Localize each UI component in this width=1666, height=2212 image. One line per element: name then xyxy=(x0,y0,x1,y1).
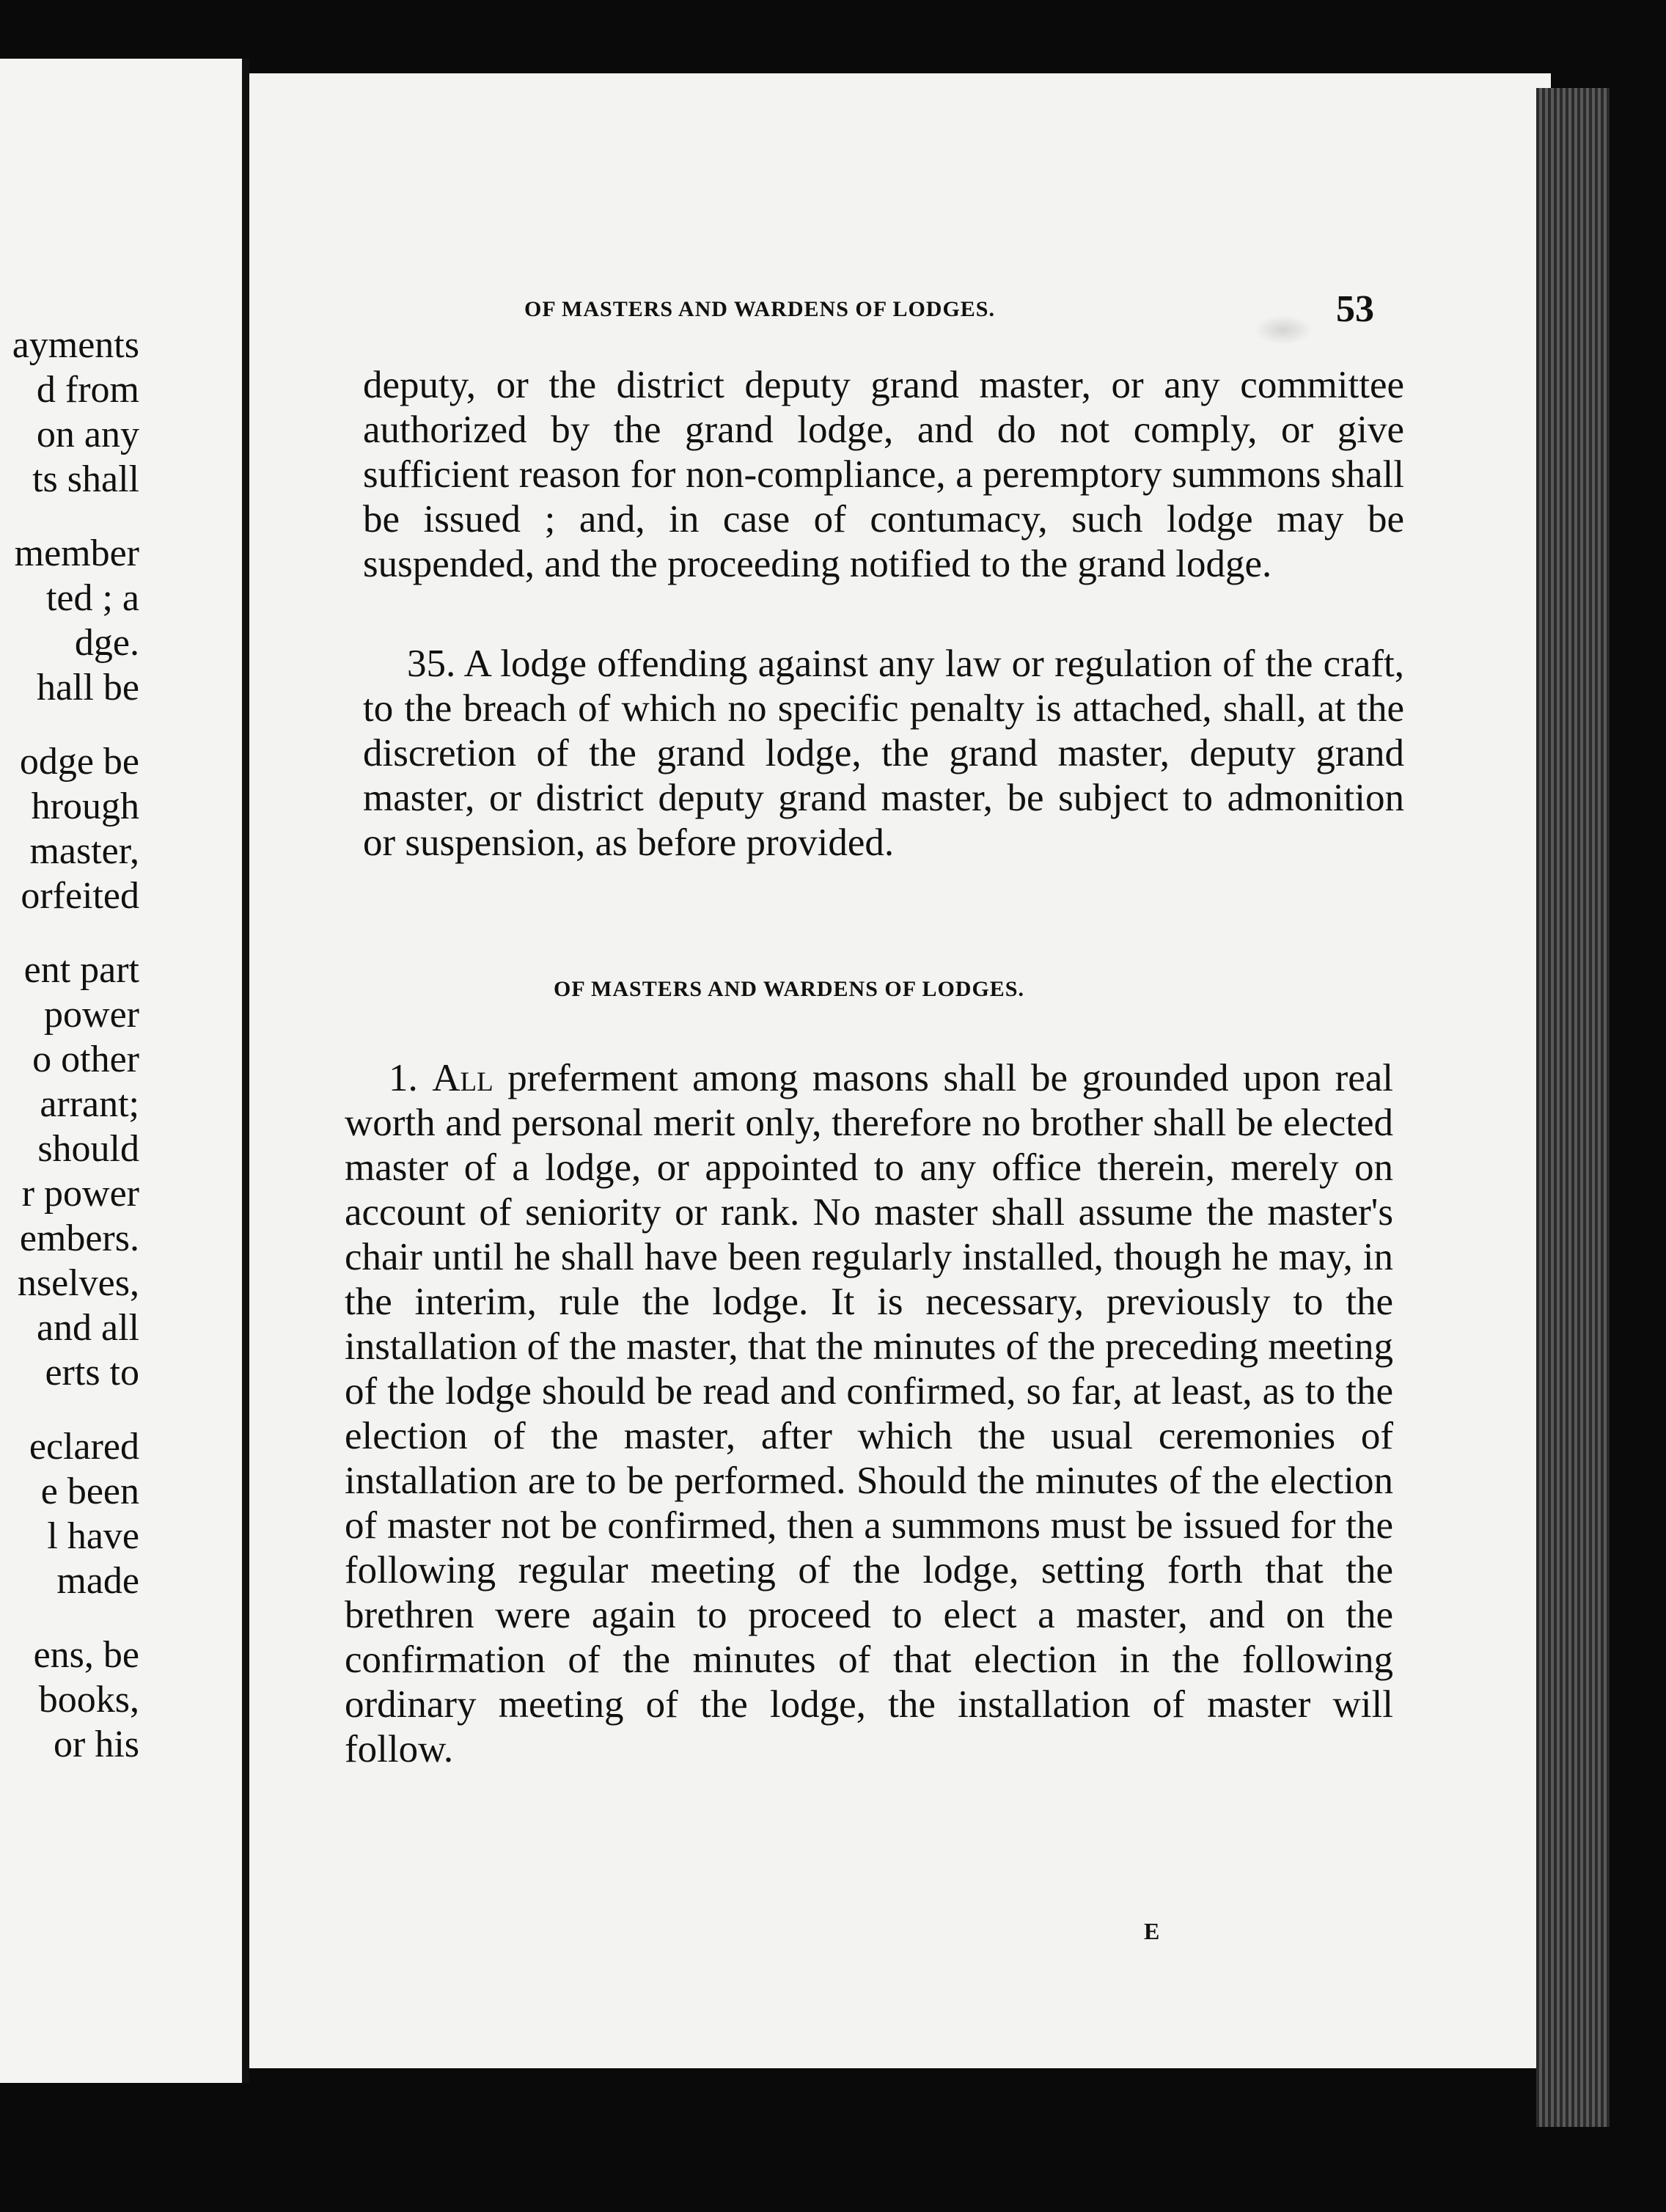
left-page-line: ent part xyxy=(23,949,139,991)
article-1-lead-word: All xyxy=(432,1057,493,1099)
left-page-gap xyxy=(0,502,139,531)
left-page-line: d from xyxy=(36,369,139,411)
article-35 xyxy=(363,642,1404,865)
signature-mark: E xyxy=(1144,1918,1160,1944)
left-page-line: orfeited xyxy=(21,875,139,917)
left-page-line: erts to xyxy=(45,1352,139,1394)
left-page-line: embers. xyxy=(19,1217,139,1259)
left-page-line: ts shall xyxy=(32,458,139,500)
left-page-line: r power xyxy=(21,1173,139,1215)
page-number: 53 xyxy=(1336,288,1374,330)
article-1-number: 1. xyxy=(389,1057,418,1099)
left-page-line: eclared xyxy=(29,1426,139,1468)
gutter-shadow xyxy=(242,59,249,2083)
left-page-fragment xyxy=(0,59,249,2083)
right-page xyxy=(249,73,1551,2068)
left-page-line: hall be xyxy=(36,667,139,708)
article-1-paragraph xyxy=(345,1056,1393,1772)
left-page-line: dge. xyxy=(74,622,139,664)
left-page-gap xyxy=(0,710,139,739)
left-page-gap xyxy=(0,918,139,948)
left-page-gap xyxy=(0,1603,139,1633)
left-page-line: or his xyxy=(54,1724,139,1765)
left-page-line: member xyxy=(14,532,139,574)
article-1-text: preferment among masons shall be grounded upon real worth and personal merit only, therefore no brother shall be elected master of a lodge, or appointed to any office therein, merely on account of seniority or rank. No master shall assume the master's chair until he shall have been regularly installed, though he may, in the interim, rule the lodge. It is necessary, previously to the installation of the master, that the minutes of the preceding meeting of the lodge should be read and confirmed, so far, at least, as to the election of the master, after which the usual ceremonies of installation are to be performed. Should the minutes of the election of master not be confirmed, then a summons must be issued for the following regular meeting of the lodge, setting forth that the brethren were again to proceed to elect a master, and on the confirmation of the minutes of that election in the following ordinary meeting of the lodge, the installation of master will follow. xyxy=(345,1057,1393,1770)
section-heading: OF MASTERS AND WARDENS OF LODGES. xyxy=(554,977,1024,1001)
left-page-line: should xyxy=(37,1128,139,1170)
continuation-text: deputy, or the district deputy grand master, or any committee authorized by the grand lodge, and do not comply, or give sufficient reason for non-compliance, a peremptory summons shall be issued ; and, in case of contumacy, such lodge may be suspended, and the proceeding notified to the grand lodge. xyxy=(363,364,1404,585)
left-page-line: odge be xyxy=(19,741,139,783)
left-page-gap xyxy=(0,1395,139,1424)
left-page-line: e been xyxy=(40,1471,139,1512)
left-page-line: and all xyxy=(36,1307,139,1349)
left-page-line: nselves, xyxy=(17,1262,139,1304)
left-page-line: on any xyxy=(36,414,139,455)
left-page-line: ayments xyxy=(12,324,139,366)
article-1 xyxy=(345,1056,1393,1772)
left-page-line: arrant; xyxy=(40,1083,139,1125)
left-page-line: ted ; a xyxy=(45,577,139,619)
continuation-paragraph xyxy=(363,363,1404,587)
page-fore-edge xyxy=(1536,88,1610,2127)
left-page-line: hrough xyxy=(31,785,139,827)
left-page-line: ens, be xyxy=(33,1634,139,1676)
running-head: OF MASTERS AND WARDENS OF LODGES. xyxy=(524,297,995,321)
left-page-text xyxy=(0,323,139,1767)
left-page-line: o other xyxy=(32,1039,139,1080)
left-page-line: l have xyxy=(47,1515,139,1557)
left-page-line: power xyxy=(44,994,139,1036)
article-35-text: 35. A lodge offending against any law or regulation of the craft, to the breach of which no specific penalty is attached, shall, at the discretion of the grand lodge, the grand master, deputy grand master, or district deputy grand master, be subject to admonition or suspension, as before provided. xyxy=(363,642,1404,864)
left-page-line: master, xyxy=(29,830,139,872)
left-page-line: books, xyxy=(38,1679,139,1721)
left-page-line: made xyxy=(56,1560,139,1602)
